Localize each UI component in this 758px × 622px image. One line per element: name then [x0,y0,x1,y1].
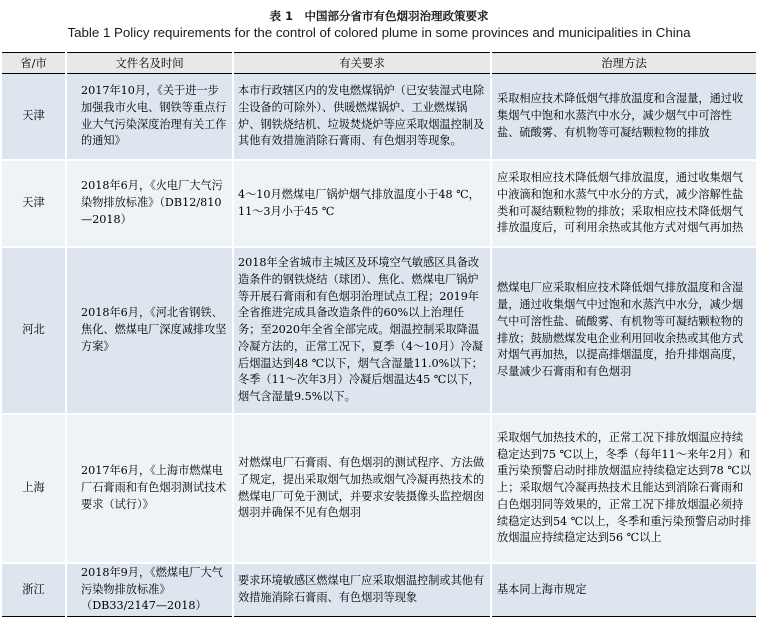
table-row [2,247,756,414]
header-requirement: 有关要求 [233,53,491,74]
cell-province: 河北 [2,247,66,414]
cell-requirement: 本市行政辖区内的发电燃煤锅炉（已安装湿式电除尘设备的可除外）、供暖燃煤锅炉、工业燃煤锅炉、钢铁烧结机、垃圾焚烧炉等应采取烟温控制及其他有效措施消除石膏雨、有色烟羽等现象。 [233,74,491,161]
cell-province: 天津 [2,74,66,161]
cell-method: 采取烟气加热技术的，正常工况下排放烟温应持续稳定达到75 ℃以上，冬季（每年11～来年2月）和重污染预警启动时排放烟温应持续稳定达到78 ℃以上；采取烟气冷凝再热技术且能达到消除石膏雨和白色烟羽同等效果的，正常工况下排放烟温必须持续稳定达到54 ℃以上，冬季和重污染预警启动时排放烟温应持续稳定达到56 ℃以上 [491,414,756,563]
cell-document: 2017年10月，《关于进一步加强我市火电、钢铁等重点行业大气污染深度治理有关工作的通知》 [66,74,233,161]
table-caption-chinese: 表 1 中国部分省市有色烟羽治理政策要求 [269,9,489,23]
table-row [2,160,756,247]
cell-method: 采取相应技术降低烟气排放温度和含湿量，通过收集烟气中饱和水蒸汽中水分，减少烟气中可溶性盐、硫酸雾、有机物等可凝结颗粒物的排放 [491,74,756,161]
cell-requirement: 对燃煤电厂石膏雨、有色烟羽的测试程序、方法做了规定，提出采取烟气加热或烟气冷凝再热技术的燃煤电厂可免于测试，并要求安装摄像头监控烟囱烟羽并确保不见有色烟羽 [233,414,491,563]
header-method: 治理方法 [491,53,756,74]
cell-document: 2018年6月，《河北省钢铁、焦化、燃煤电厂深度减排攻坚方案》 [66,247,233,414]
cell-document: 2018年6月，《火电厂大气污染物排放标准》（DB12/810—2018） [66,160,233,247]
header-province: 省/市 [2,53,66,74]
cell-document: 2018年9月，《燃煤电厂大气污染物排放标准》（DB33/2147—2018） [66,563,233,617]
cell-method: 燃煤电厂应采取相应技术降低烟气排放温度和含湿量，通过收集烟气中过饱和水蒸汽中水分，减少烟气中可溶性盐、硫酸雾、有机物等可凝结颗粒物的排放；鼓励燃煤发电企业利用回收余热或其他方式对烟气再加热，以提高排烟温度，抬升排烟高度，尽量减少石膏雨和有色烟羽 [491,247,756,414]
cell-requirement: 2018年全省城市主城区及环境空气敏感区具备改造条件的钢铁烧结（球团）、焦化、燃煤电厂锅炉等开展石膏雨和有色烟羽治理试点工程；2019年全省推进完成具备改造条件的60%以上治理任务；至2020年全省全部完成。烟温控制采取降温冷凝方法的，正常工况下，夏季（4～10月）冷凝后烟温达到48 ℃以下，烟气含湿量11.0%以下；冬季（11～次年3月）冷凝后烟温达45 ℃以下，烟气含湿量9.5%以下。 [233,247,491,414]
policy-table [2,52,756,617]
table-row [2,563,756,617]
table-row [2,74,756,161]
cell-method: 基本同上海市规定 [491,563,756,617]
cell-requirement: 4～10月燃煤电厂锅炉烟气排放温度小于48 ℃，11～3月小于45 ℃ [233,160,491,247]
cell-requirement: 要求环境敏感区燃煤电厂应采取烟温控制或其他有效措施消除石膏雨、有色烟羽等现象 [233,563,491,617]
table-caption-english: Table 1 Policy requirements for the control of colored plume in some provinces and municipalities in China [67,25,691,40]
table-row [2,414,756,563]
cell-document: 2017年6月，《上海市燃煤电厂石膏雨和有色烟羽测试技术要求（试行）》 [66,414,233,563]
cell-method: 应采取相应技术降低烟气排放温度，通过收集烟气中液滴和饱和水蒸气中水分的方式，减少溶解性盐类和可凝结颗粒物的排放；采取相应技术降低烟气排放温度后，可利用余热或其他方式对烟气再加热 [491,160,756,247]
header-document: 文件名及时间 [66,53,233,74]
cell-province: 天津 [2,160,66,247]
table-header-row [2,53,756,74]
cell-province: 上海 [2,414,66,563]
cell-province: 浙江 [2,563,66,617]
